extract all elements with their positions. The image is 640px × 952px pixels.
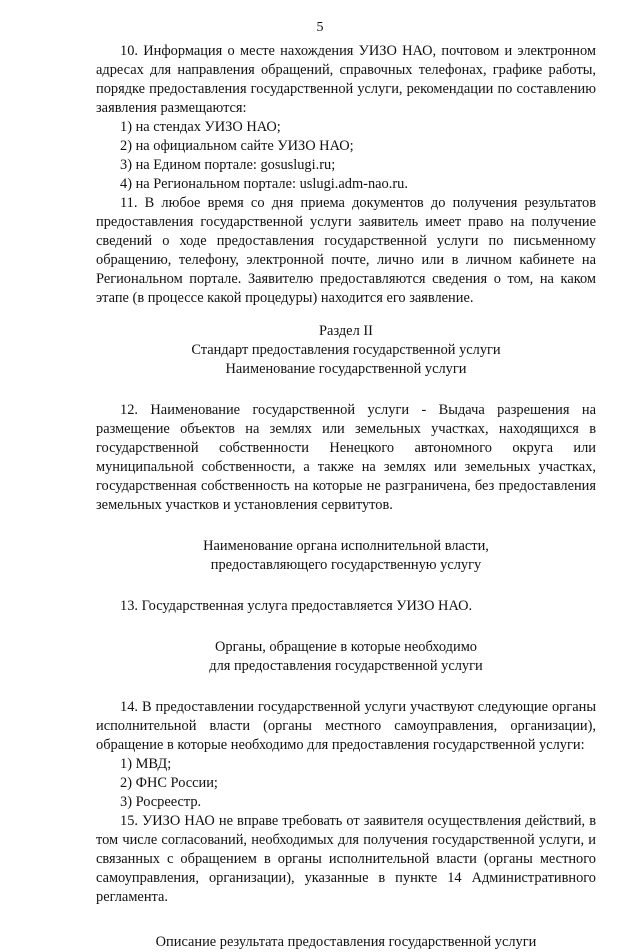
list-item: 4) на Региональном портале: uslugi.adm-nao.ru.	[120, 176, 408, 192]
paragraph-11: 11. В любое время со дня приема документов до получения результатов предоставления государственной услуги заявитель имеет право на получение сведений о ходе предоставления государственной услуги по письменному обращению, телефону, электронной почте, лично или в личном кабинете на Региональном портале. Заявителю предоставляются сведения о том, на каком этапе (в процессе какой процедуры) находится его заявление.	[96, 195, 596, 306]
list-item: 1) на стендах УИЗО НАО;	[120, 119, 281, 135]
list-item: 1) МВД;	[120, 756, 172, 772]
heading-organ-line2: предоставляющего государственную услугу	[210, 557, 482, 573]
paragraph-15: 15. УИЗО НАО не вправе требовать от заявителя осуществления действий, в том числе согласований, необходимых для получения государственной услуги, и связанных с обращением в органы исполнительной власти (органы местного самоуправления, организации), указанные в пункте 14 Административного регламента.	[96, 813, 596, 905]
page-number: 5	[316, 20, 324, 35]
heading-bodies-line1: Органы, обращение в которые необходимо	[214, 639, 477, 655]
list-item: 3) Росреестр.	[120, 794, 202, 810]
section-heading: Наименование государственной услуги	[225, 361, 467, 377]
paragraph-13: 13. Государственная услуга предоставляется УИЗО НАО.	[120, 598, 473, 614]
list-item: 2) на официальном сайте УИЗО НАО;	[120, 138, 354, 154]
paragraph-10: 10. Информация о месте нахождения УИЗО НАО, почтовом и электронном адресах для направления обращений, справочных телефонах, графике работы, порядке предоставления государственной услуги, рекомендации по составлению заявления размещаются:	[96, 43, 596, 116]
paragraph-12: 12. Наименование государственной услуги - Выдача разрешения на размещение объектов на землях или земельных участках, находящихся в государственной собственности Ненецкого автономного округа или муниципальной собственности, а также на землях или земельных участках, государственная собственность на которые не разграничена, без предоставления земельных участков и установления сервитутов.	[96, 402, 596, 513]
section-title: Раздел II	[319, 323, 373, 339]
section-subtitle: Стандарт предоставления государственной услуги	[191, 342, 501, 358]
heading-bodies-line2: для предоставления государственной услуги	[209, 658, 483, 674]
paragraph-14: 14. В предоставлении государственной услуги участвуют следующие органы исполнительной власти (органы местного самоуправления, организации), обращение в которые необходимо для предоставления государственной услуги:	[96, 699, 596, 753]
list-item: 2) ФНС России;	[120, 775, 218, 791]
page-content	[96, 42, 596, 952]
list-item: 3) на Едином портале: gosuslugi.ru;	[120, 157, 336, 173]
heading-result: Описание результата предоставления государственной услуги	[155, 934, 537, 950]
heading-organ-line1: Наименование органа исполнительной власти,	[203, 538, 489, 554]
